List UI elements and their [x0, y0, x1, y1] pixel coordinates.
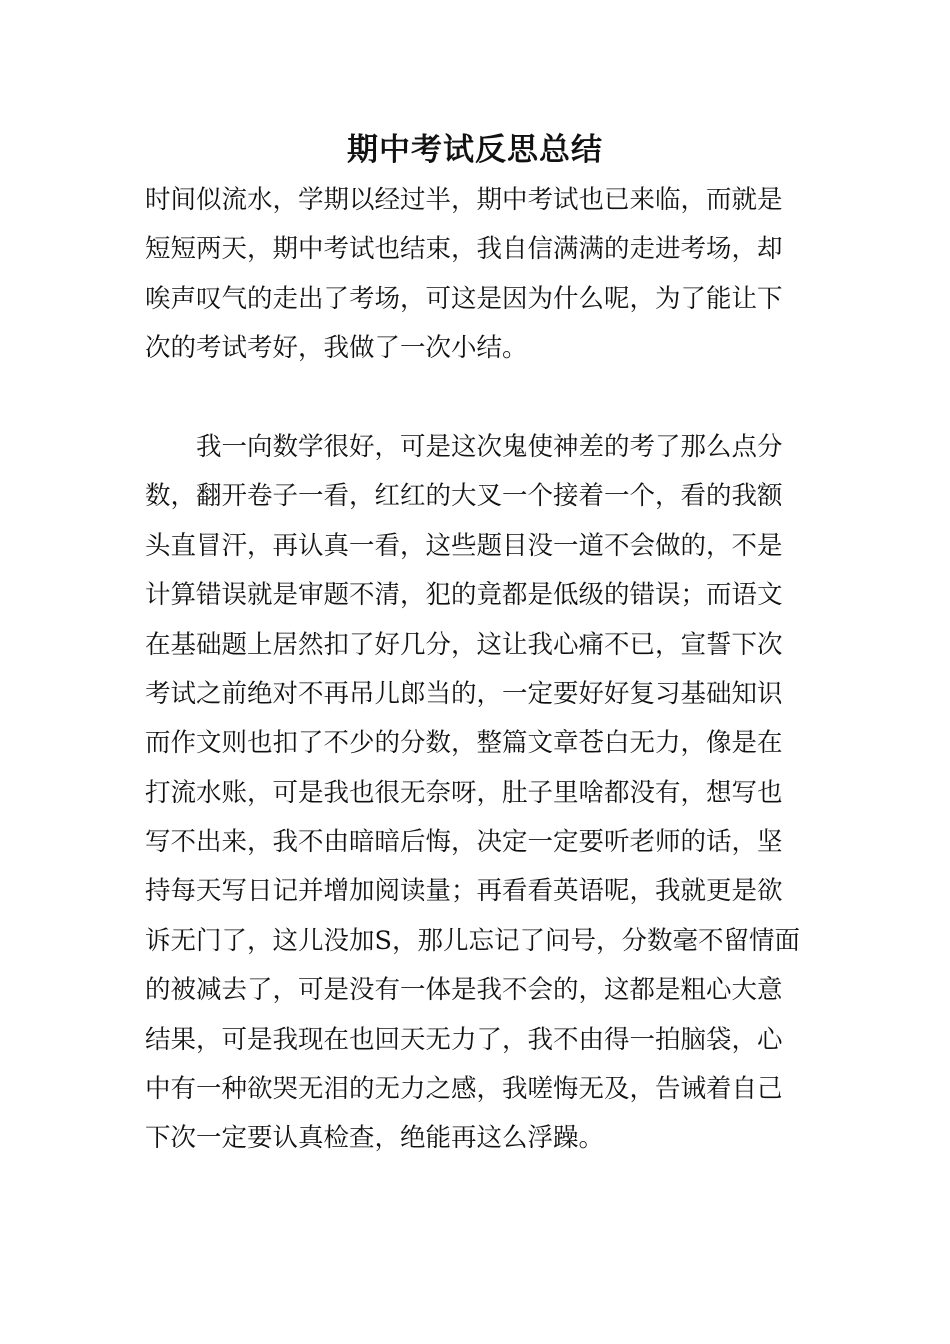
- paragraph-line: 诉无门了，这儿没加S，那儿忘记了问号，分数毫不留情面: [145, 925, 800, 956]
- paragraph-line: 唉声叹气的走出了考场，可这是因为什么呢，为了能让下: [145, 283, 783, 314]
- paragraph-line: 次的考试考好，我做了一次小结。: [145, 333, 528, 364]
- paragraph-line: 持每天写日记并增加阅读量；再看看英语呢，我就更是欲: [145, 876, 783, 907]
- paragraph-2: [145, 423, 807, 1164]
- paragraph-gap: [145, 374, 807, 423]
- paragraph-line: 而作文则也扣了不少的分数，整篇文章苍白无力，像是在: [145, 728, 783, 759]
- paragraph-line: 时间似流水，学期以经过半，期中考试也已来临，而就是: [145, 185, 783, 215]
- document-body: [145, 176, 807, 1164]
- paragraph-line: 头直冒汗，再认真一看，这些题目没一道不会做的，不是: [145, 530, 783, 561]
- paragraph-line: 下次一定要认真检查，绝能再这么浮躁。: [145, 1123, 605, 1154]
- paragraph-line: 考试之前绝对不再吊儿郎当的，一定要好好复习基础知识: [145, 678, 783, 709]
- paragraph-line: 在基础题上居然扣了好几分，这让我心痛不已，宣誓下次: [145, 629, 783, 660]
- paragraph-line: 数，翻开卷子一看，红红的大叉一个接着一个，看的我额: [145, 481, 783, 512]
- paragraph-line: 中有一种欲哭无泪的无力之感，我嗟悔无及，告诫着自己: [145, 1074, 783, 1105]
- paragraph-line: 打流水账，可是我也很无奈呀，肚子里啥都没有，想写也: [145, 777, 783, 808]
- paragraph-line: 计算错误就是审题不清，犯的竟都是低级的错误；而语文: [145, 580, 783, 611]
- paragraph-line: 的被减去了，可是没有一体是我不会的，这都是粗心大意: [145, 975, 783, 1006]
- paragraph-line: 短短两天，期中考试也结束，我自信满满的走进考场，却: [145, 234, 783, 265]
- paragraph-line: 写不出来，我不由暗暗后悔，决定一定要听老师的话，坚: [145, 827, 783, 858]
- paragraph-1: [145, 176, 807, 374]
- document-title: 期中考试反思总结: [347, 132, 603, 168]
- paragraph-line: 我一向数学很好，可是这次鬼使神差的考了那么点分: [196, 431, 783, 462]
- paragraph-line: 结果，可是我现在也回天无力了，我不由得一拍脑袋，心: [145, 1024, 783, 1055]
